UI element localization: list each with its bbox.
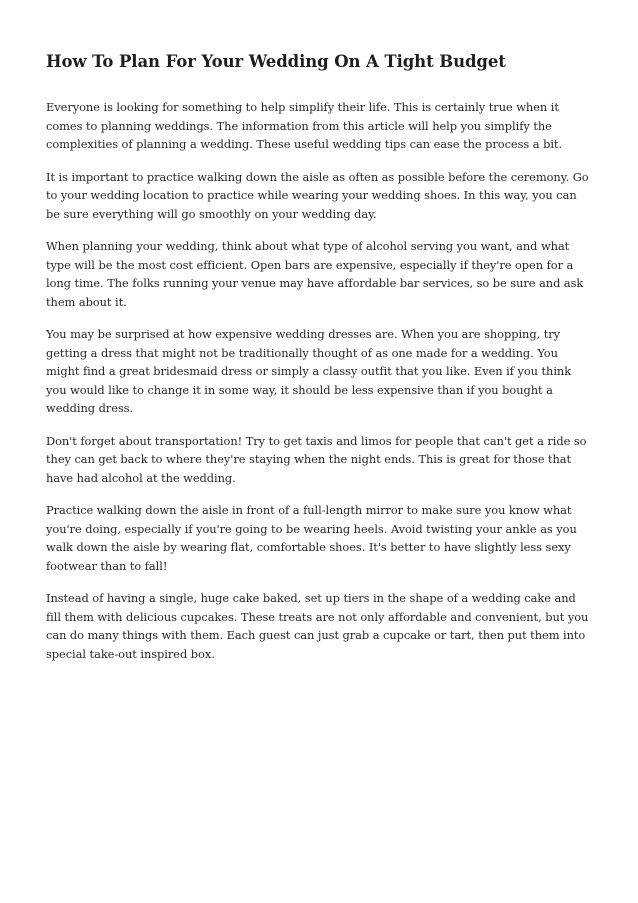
paragraph-dresses: You may be surprised at how expensive wedding dresses are. When you are shopping, try getting a dress that might not be traditionally thought of as one made for a wedding. You might find a great bridesmaid dress or simply a classy outfit that you like. Even if you think you would like to change it in some way, it should be less expensive than if you bought a wedding dress. xyxy=(46,327,572,415)
document-title: How To Plan For Your Wedding On A Tight Budget xyxy=(46,52,506,71)
paragraph-intro: Everyone is looking for something to help simplify their life. This is certainly true when it comes to planning weddings. The information from this article will help you simplify the complexities of planning a wedding. These useful wedding tips can ease the process a bit. xyxy=(46,100,563,151)
paragraph-mirror-practice: Practice walking down the aisle in front of a full-length mirror to make sure you know what you're doing, especially if you're going to be wearing heels. Avoid twisting your ankle as you walk down the aisle by wearing flat, comfortable shoes. It's better to have slightly less sexy footwear than to fall! xyxy=(46,503,577,573)
paragraph-cupcakes: Instead of having a single, huge cake baked, set up tiers in the shape of a wedding cake and fill them with delicious cupcakes. These treats are not only affordable and convenient, but you can do many things with them. Each guest can just grab a cupcake or tart, then put them into special take-out inspired box. xyxy=(46,591,589,661)
paragraph-alcohol: When planning your wedding, think about what type of alcohol serving you want, and what type will be the most cost efficient. Open bars are expensive, especially if they're open for a long time. The folks running your venue may have affordable bar services, so be sure and ask them about it. xyxy=(46,239,584,309)
paragraph-transportation: Don't forget about transportation! Try to get taxis and limos for people that can't get a ride so they can get back to where they're staying when the night ends. This is great for those that have had alcohol at the wedding. xyxy=(46,433,587,485)
paragraph-aisle-practice: It is important to practice walking down the aisle as often as possible before the ceremony. Go to your wedding location to practice while wearing your wedding shoes. In this way, you can be sure everything will go smoothly on your wedding day. xyxy=(46,169,589,221)
